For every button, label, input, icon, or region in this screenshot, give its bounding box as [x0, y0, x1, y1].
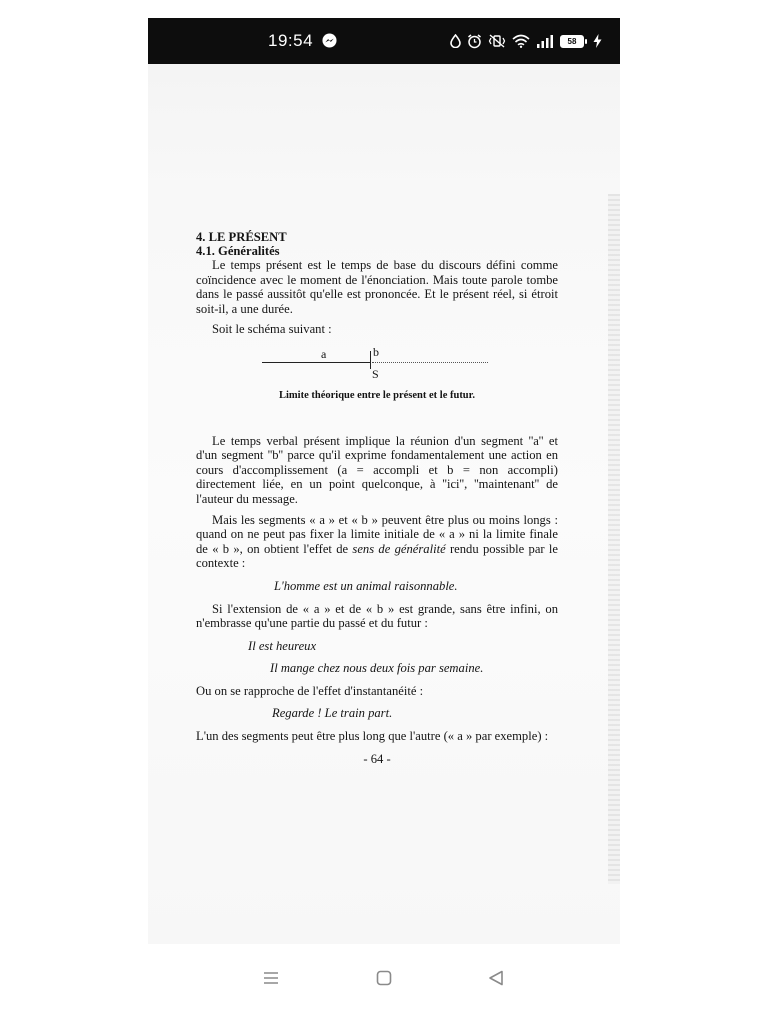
battery-level: 58 [560, 35, 584, 48]
battery-icon [560, 35, 587, 48]
paragraph-4-start: Mais les segments « a » et « b » peuvent être plus ou moins longs : quand on ne peut pas fixer la limite initiale de « a » ni la limite finale de « b », on obtient l'effet de [196, 512, 558, 556]
page-number: - 64 - [363, 751, 391, 766]
schema-label-a: a [321, 346, 327, 361]
messenger-icon [322, 33, 337, 48]
document-body [196, 230, 558, 766]
charging-icon [593, 34, 602, 48]
status-icons [450, 30, 602, 52]
scanned-page[interactable] [148, 64, 620, 944]
status-bar [148, 18, 620, 64]
time-schema-diagram [196, 341, 558, 381]
subsection-heading: 4.1. Généralités [196, 244, 280, 258]
alarm-icon [467, 34, 482, 49]
vibrate-icon [488, 34, 506, 48]
back-icon[interactable] [488, 970, 504, 986]
navigation-bar [148, 958, 620, 998]
paragraph-1: Le temps présent est le temps de base du discours défini comme coïncidence avec le moment de l'énonciation. Mais toute parole tombe dans le passé aussitôt qu'elle est prononcée. Et le présent réel, si étroit soit-il, a une durée. [196, 258, 558, 316]
paragraph-4-emphasis: sens de généralité [352, 541, 446, 556]
signal-icon [536, 35, 554, 48]
schema-caption: Limite théorique entre le présent et le futur. [279, 389, 475, 401]
status-time: 19:54 [268, 31, 314, 50]
example-3: Il mange chez nous deux fois par semaine. [270, 661, 484, 676]
section-heading: 4. LE PRÉSENT [196, 230, 287, 244]
page-edge-shadow [608, 194, 620, 884]
paragraph-6: Ou on se rapproche de l'effet d'instantanéité : [196, 683, 424, 698]
home-icon[interactable] [376, 970, 392, 986]
schema-segment-a [262, 362, 370, 363]
example-1: L'homme est un animal raisonnable. [274, 578, 458, 593]
menu-icon[interactable] [263, 970, 279, 986]
phone-screen [148, 18, 620, 1024]
paragraph-7: L'un des segments peut être plus long que l'autre (« a » par exemple) : [196, 729, 549, 744]
example-4: Regarde ! Le train part. [272, 706, 393, 721]
drop-icon [450, 34, 461, 48]
paragraph-4 [196, 513, 558, 571]
paragraph-5: Si l'extension de « a » et de « b » est grande, sans être infini, on n'embrasse qu'une partie du passé et du futur : [196, 601, 558, 631]
paragraph-3: Le temps verbal présent implique la réunion d'un segment ''a'' et d'un segment ''b'' parce qu'il exprime fondamentalement une action en cours d'accomplissement (a = accompli et b = non accompli) directement liée, en un point quelconque, à ''ici'', ''maintenant'' de l'auteur du message. [196, 433, 558, 506]
paragraph-2: Soit le schéma suivant : [212, 322, 332, 337]
schema-label-b: b [373, 344, 379, 359]
schema-label-s: S [372, 366, 379, 381]
paragraph-4-end: rendu possible par le contexte : [196, 541, 559, 571]
schema-segment-b [372, 362, 488, 363]
wifi-icon [512, 34, 530, 48]
example-2: Il est heureux [248, 638, 317, 653]
schema-present-marker [370, 351, 371, 369]
